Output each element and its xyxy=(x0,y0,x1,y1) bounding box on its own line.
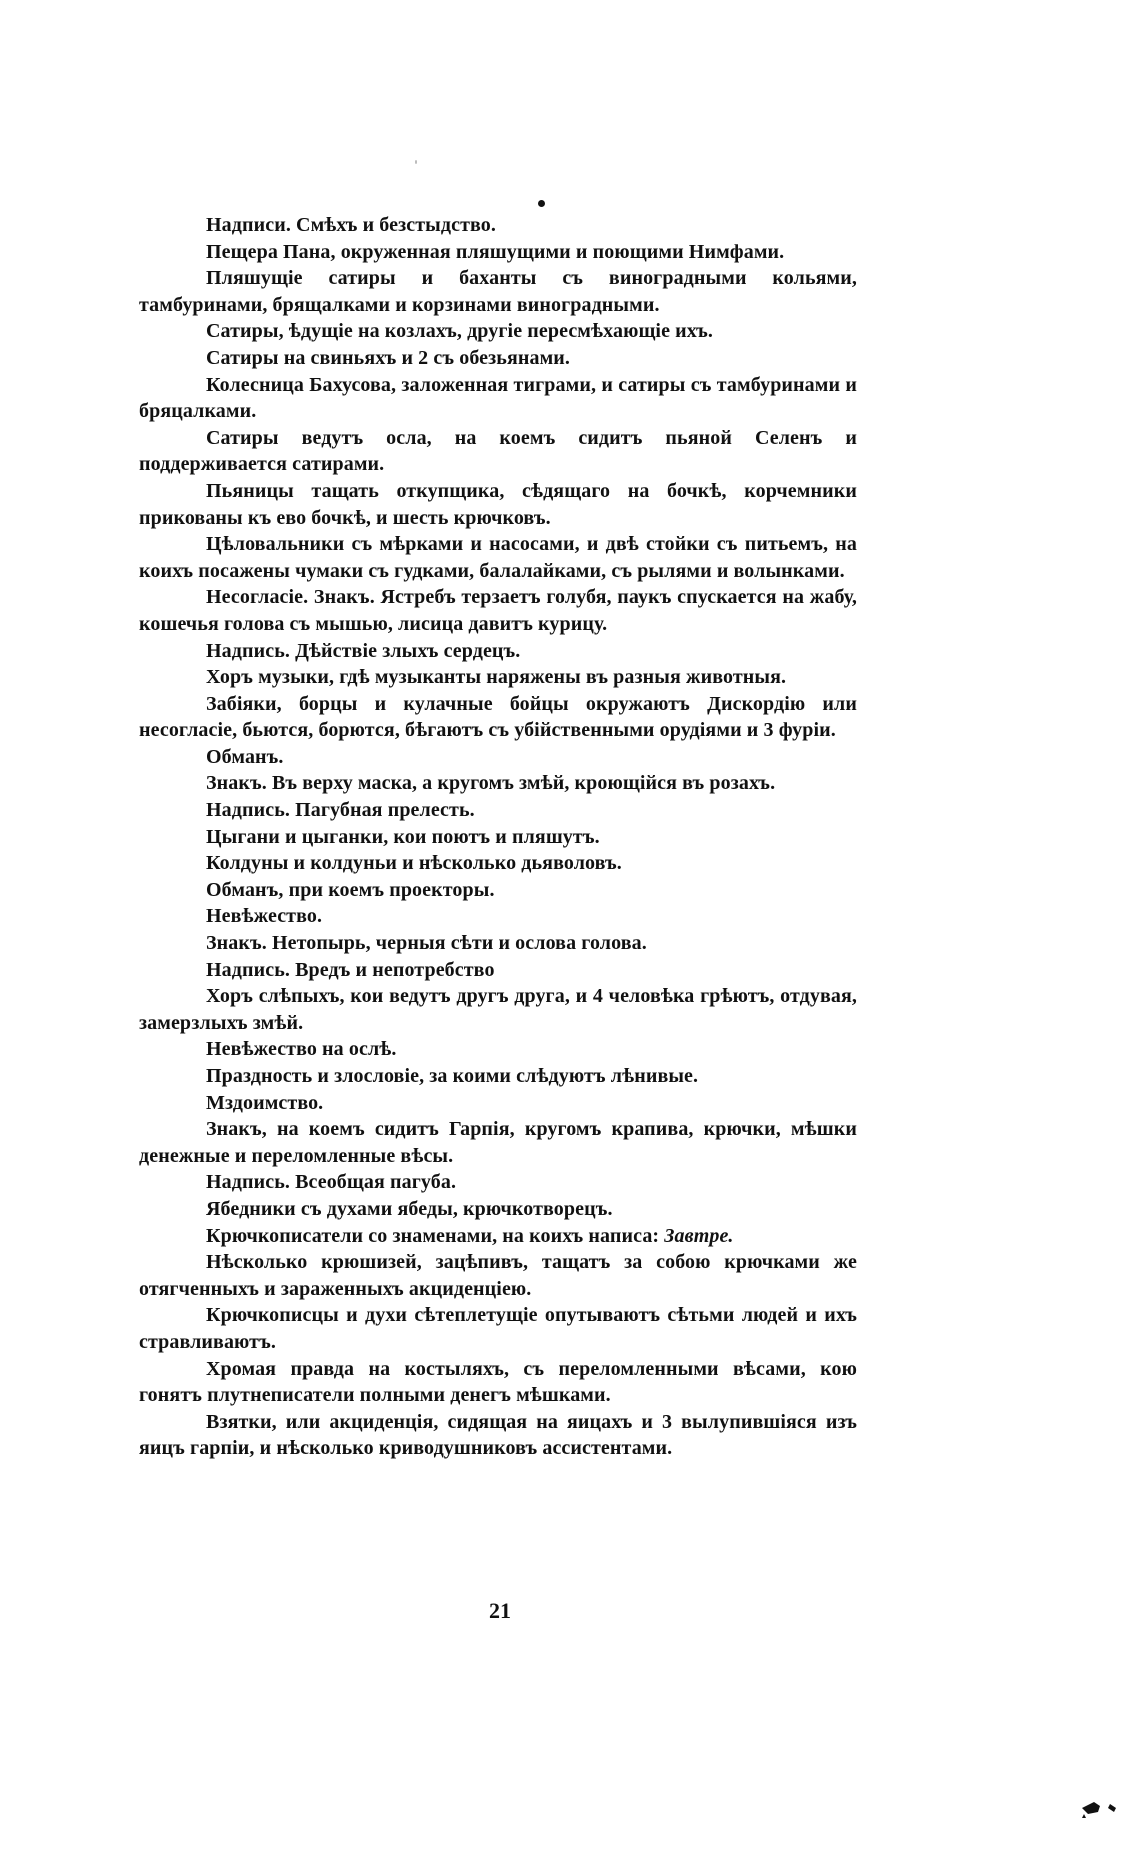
paragraph: Хоръ слѣпыхъ, кои ведутъ другъ друга, и 4 человѣка грѣютъ, отдувая, замерзлыхъ змѣй. xyxy=(139,985,857,1034)
paragraph: Знакъ. Нетопырь, черныя сѣти и ослова голова. xyxy=(206,932,647,955)
paragraph: Сатиры, ѣдущіе на козлахъ, другіе пересмѣхающіе ихъ. xyxy=(206,320,713,343)
paragraph: Колдуны и колдуньи и нѣсколько дьяволовъ. xyxy=(206,852,622,875)
page-number: 21 xyxy=(489,1598,511,1623)
paragraph: Нѣсколько крюшизей, зацѣпивъ, тащатъ за собою крючками же отягченныхъ и зараженныхъ акциденціею. xyxy=(139,1251,857,1300)
paragraph: Надпись. Пагубная прелесть. xyxy=(206,799,475,822)
paragraph-with-italic xyxy=(139,1223,857,1250)
paragraph: Колесница Бахусова, заложенная тиграми, и сатиры съ тамбуринами и бряцалками. xyxy=(139,373,857,423)
paragraph: Надписи. Смѣхъ и безстыдство. xyxy=(206,214,496,236)
paragraph: Пляшущіе сатиры и баханты съ виноградными кольями, тамбуринами, брящалками и корзинами виноградными. xyxy=(139,267,857,316)
italic-word: Завтре. xyxy=(664,1224,734,1247)
paragraph: Надпись. Дѣйствіе злыхъ сердецъ. xyxy=(206,639,521,662)
paragraph: Надпись. Всеобщая пагуба. xyxy=(206,1171,457,1194)
speck-mark xyxy=(415,160,417,164)
paragraph: Хромая правда на костыляхъ, съ переломленными вѣсами, кою гонятъ плутнеписатели полными денегъ мѣшками. xyxy=(139,1357,857,1407)
paragraph: Знакъ. Въ верху маска, а кругомъ змѣй, кроющійся въ розахъ. xyxy=(206,772,776,795)
paragraph: Надпись. Вредъ и непотребство xyxy=(206,958,495,981)
paragraph: Обманъ, при коемъ проекторы. xyxy=(206,878,495,901)
paragraph: Пещера Пана, окруженная пляшущими и поющими Нимфами. xyxy=(206,240,785,263)
paragraph: Сатиры на свиньяхъ и 2 съ обезьянами. xyxy=(206,346,571,369)
page-body xyxy=(139,212,857,1462)
paragraph: Взятки, или акциденція, сидящая на яицахъ и 3 вылупившіяся изъ яицъ гарпіи, и нѣсколько криводушниковъ ассистентами. xyxy=(139,1410,857,1460)
corner-ink-mark xyxy=(1080,1792,1120,1818)
paragraph: Знакъ, на коемъ сидитъ Гарпія, кругомъ крапива, крючки, мѣшки денежные и переломленные вѣсы. xyxy=(139,1118,857,1167)
paragraph: Мздоимство. xyxy=(206,1091,324,1114)
paragraph: Ябедники съ духами ябеды, крючкотворецъ. xyxy=(206,1197,613,1220)
paragraph: Обманъ. xyxy=(206,745,284,768)
paragraph: Хоръ музыки, гдѣ музыканты наряжены въ разныя животныя. xyxy=(206,666,787,689)
paragraph: Цѣловальники съ мѣрками и насосами, и двѣ стойки съ питьемъ, на коихъ посажены чумаки съ гудками, балалайками, съ рылями и волынками. xyxy=(139,533,857,582)
ink-dot-mark xyxy=(538,200,545,207)
paragraph: Невѣжество. xyxy=(206,905,323,928)
paragraph: Праздность и злословіе, за коими слѣдуютъ лѣнивые. xyxy=(206,1065,699,1087)
paragraph: Сатиры ведутъ осла, на коемъ сидитъ пьяной Селенъ и поддерживается сатирами. xyxy=(139,426,857,476)
paragraph: Несогласіе. Знакъ. Ястребъ терзаетъ голубя, паукъ спускается на жабу, кошечья голова съ мышью, лисица давитъ курицу. xyxy=(139,586,857,635)
paragraph: Невѣжество на ослѣ. xyxy=(206,1038,397,1061)
paragraph-text: Крючкописатели со знаменами, на коихъ написа: xyxy=(206,1224,665,1247)
paragraph: Пьяницы тащать откупщика, сѣдящаго на бочкѣ, корчемники прикованы къ ево бочкѣ, и шесть крючковъ. xyxy=(139,479,857,529)
paragraph: Цыгани и цыганки, кои поютъ и пляшутъ. xyxy=(206,825,600,848)
paragraph: Забіяки, борцы и кулачные бойцы окружаютъ Дискордію или несогласіе, бьются, борются, бѣгаютъ съ убійственными орудіями и 3 фуріи. xyxy=(139,692,857,742)
paragraph: Крючкописцы и духи сѣтеплетущіе опутываютъ сѣтьми людей и ихъ стравливаютъ. xyxy=(139,1304,857,1353)
